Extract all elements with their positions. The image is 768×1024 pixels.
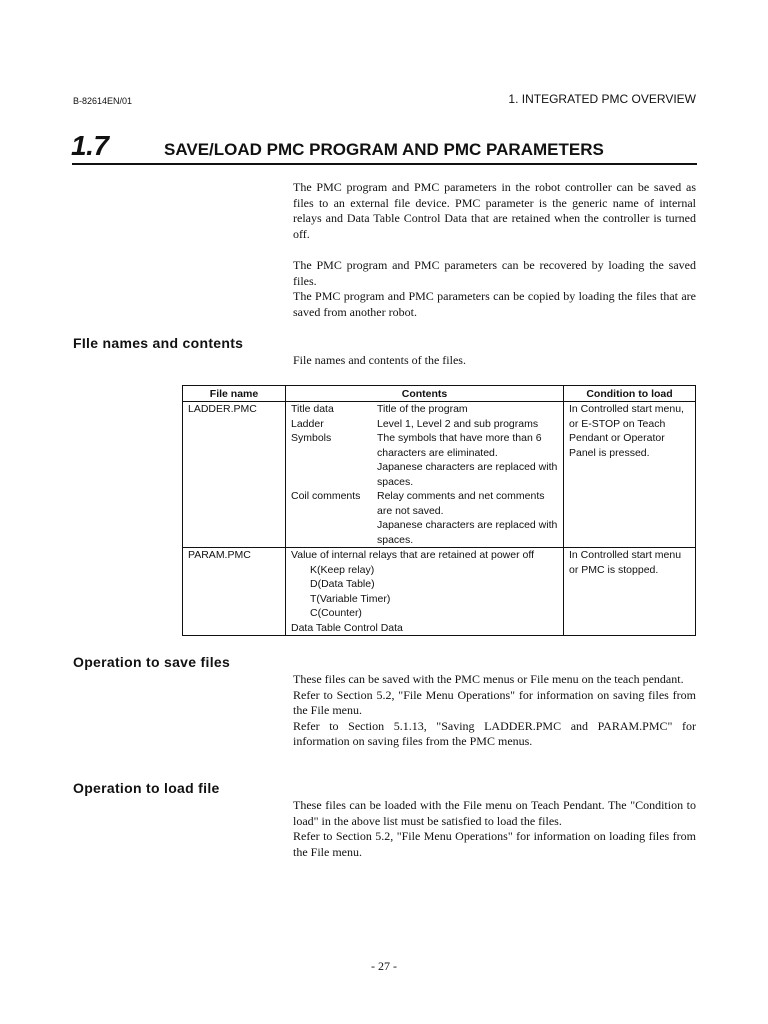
- file-names-heading: FIle names and contents: [73, 335, 244, 351]
- load-file-heading: Operation to load file: [73, 780, 220, 796]
- header-file-name: File name: [183, 386, 286, 402]
- header-contents: Contents: [286, 386, 564, 402]
- item-text: The symbols that have more than 6 characters are eliminated.: [377, 432, 542, 459]
- intro-paragraph-2: The PMC program and PMC parameters can be recovered by loading the saved files.: [293, 258, 696, 288]
- chapter-title: 1. INTEGRATED PMC OVERVIEW: [508, 92, 696, 106]
- item-text: Japanese characters are replaced with spaces.: [377, 461, 558, 488]
- item-label: Symbols: [291, 432, 332, 444]
- item-text: Relay comments and net comments are not saved.: [377, 490, 545, 517]
- header-condition: Condition to load: [564, 386, 696, 402]
- load-paragraph-1: These files can be loaded with the File menu on Teach Pendant. The "Condition to load" in the above list must be satisfied to load the files.: [293, 798, 696, 828]
- intro-paragraph-3: The PMC program and PMC parameters can be copied by loading the files that are saved from another robot.: [293, 289, 696, 319]
- list-item: [291, 431, 558, 460]
- save-files-heading: Operation to save files: [73, 654, 231, 670]
- save-paragraph-2: Refer to Section 5.2, "File Menu Operations" for information on saving files from the File menu.: [293, 687, 696, 717]
- save-paragraph-1: These files can be saved with the PMC menus or File menu on the teach pendant.: [293, 672, 684, 686]
- list-item: K(Keep relay): [310, 563, 375, 576]
- load-file-text: [293, 798, 696, 860]
- file-names-caption: File names and contents of the files.: [293, 353, 466, 367]
- files-table: [182, 385, 696, 636]
- table-row-param: [183, 548, 696, 636]
- list-item: [291, 489, 558, 518]
- item-label: Ladder: [291, 417, 324, 430]
- item-label: Coil comments: [291, 490, 361, 502]
- param-contents: [286, 548, 564, 636]
- intro-paragraph-2-3: [293, 258, 696, 320]
- load-paragraph-2: Refer to Section 5.2, "File Menu Operations" for information on loading files from the File menu.: [293, 829, 696, 859]
- item-text: Title of the program: [377, 403, 468, 415]
- ladder-contents: [286, 402, 564, 548]
- list-item: [291, 417, 558, 432]
- section-title: SAVE/LOAD PMC PROGRAM AND PMC PARAMETERS: [164, 140, 604, 159]
- intro-paragraph-1: The PMC program and PMC parameters in the robot controller can be saved as files to an external file device. PMC parameter is the generic name of internal relays and Data Table Control Data that are retained when the controller is turned off.: [293, 180, 696, 241]
- document-code: B-82614EN/01: [73, 96, 133, 106]
- param-file-name: PARAM.PMC: [183, 548, 286, 636]
- list-item: [291, 402, 558, 417]
- title-rule: [72, 163, 697, 165]
- param-tail: Data Table Control Data: [291, 621, 403, 634]
- item-label: [291, 518, 377, 547]
- section-number: 1.7: [71, 130, 109, 161]
- ladder-condition: In Controlled start menu, or E-STOP on Teach Pendant or Operator Panel is pressed.: [564, 402, 696, 548]
- param-condition: In Controlled start menu or PMC is stopped.: [564, 548, 696, 636]
- page-number: - 27 -: [371, 959, 397, 973]
- list-item: D(Data Table): [310, 578, 375, 590]
- ladder-file-name: LADDER.PMC: [183, 402, 286, 548]
- table-row-ladder: [183, 402, 696, 548]
- item-text: Level 1, Level 2 and sub programs: [377, 417, 539, 430]
- list-item: [291, 460, 558, 489]
- save-paragraph-3: Refer to Section 5.1.13, "Saving LADDER.PMC and PARAM.PMC" for information on saving files from the PMC menus.: [293, 718, 696, 748]
- table-header-row: [183, 386, 696, 402]
- ladder-contents-list: [291, 402, 558, 547]
- item-label: Title data: [291, 403, 334, 415]
- save-files-text: [293, 672, 696, 750]
- list-item: T(Variable Timer): [310, 592, 391, 605]
- list-item: C(Counter): [310, 607, 362, 619]
- item-text: Japanese characters are replaced with spaces.: [377, 519, 558, 546]
- item-label: [291, 460, 377, 489]
- list-item: [291, 518, 558, 547]
- param-lead: Value of internal relays that are retained at power off: [291, 549, 535, 561]
